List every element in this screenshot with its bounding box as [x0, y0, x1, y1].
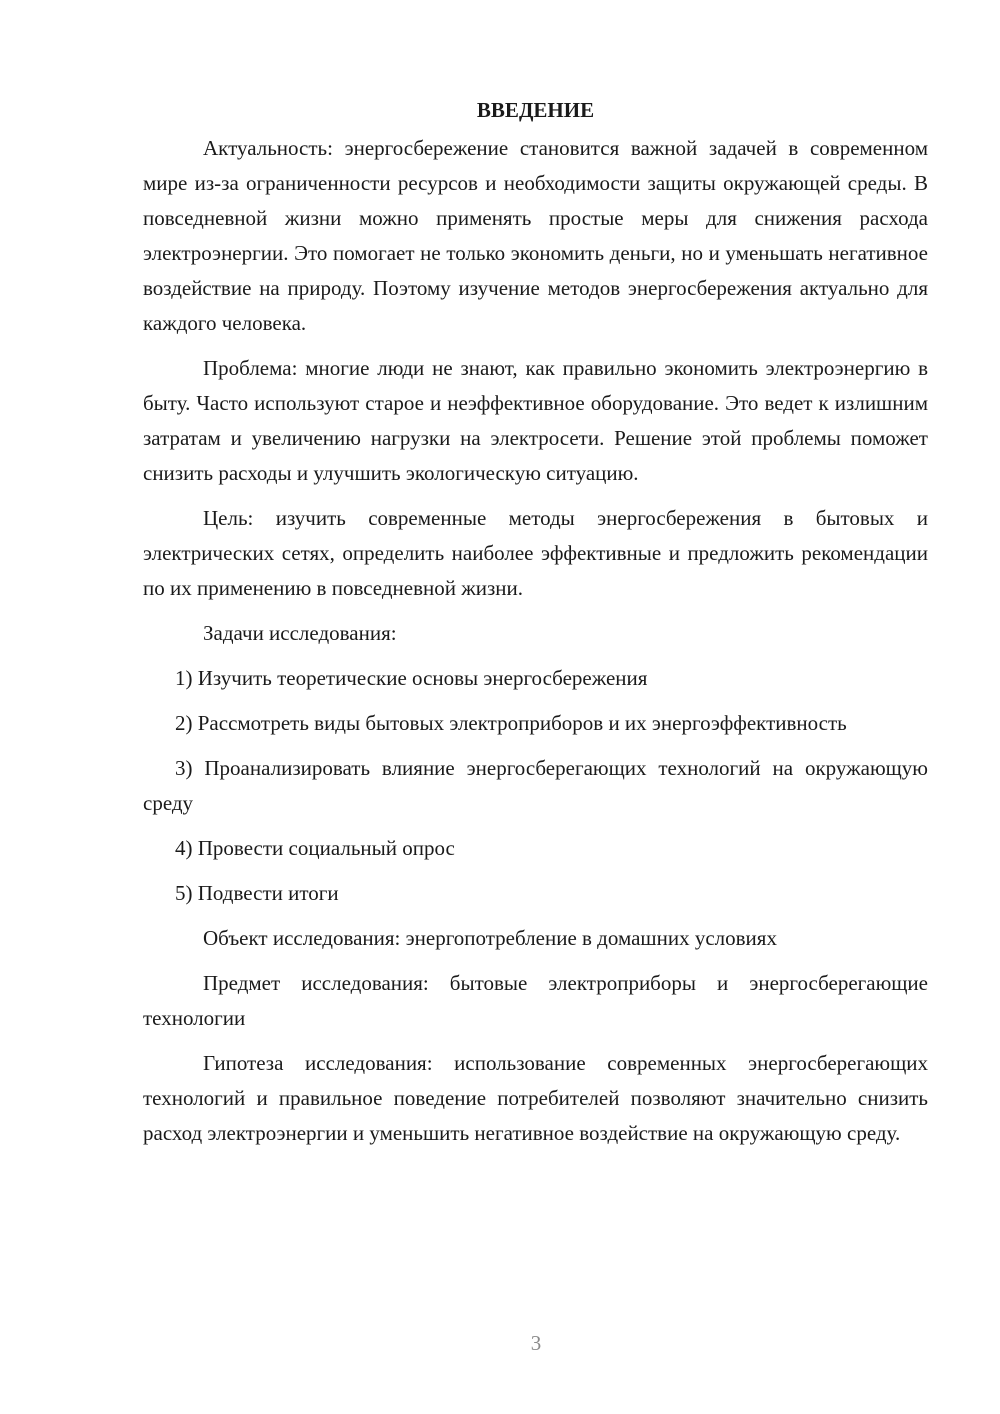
task-item-3: 3) Проанализировать влияние энергосберегающих технологий на окружающую среду	[143, 756, 928, 815]
task-item-2: 2) Рассмотреть виды бытовых электроприборов и их энергоэффективность	[175, 711, 847, 735]
research-hypothesis: Гипотеза исследования: использование современных энергосберегающих технологий и правильное поведение потребителей позволяют значительно снизить расход электроэнергии и уменьшить негативное воздействие на окружающую среду.	[143, 1051, 928, 1145]
problem-paragraph: Проблема: многие люди не знают, как правильно экономить электроэнергию в быту. Часто используют старое и неэффективное оборудование. Это ведет к излишним затратам и увеличению нагрузки на электросети. Решение этой проблемы поможет снизить расходы и улучшить экологическую ситуацию.	[143, 356, 928, 485]
relevance-paragraph: Актуальность: энергосбережение становится важной задачей в современном мире из-за ограниченности ресурсов и необходимости защиты окружающей среды. В повседневной жизни можно применять простые меры для снижения расхода электроэнергии. Это помогает не только экономить деньги, но и уменьшать негативное воздействие на природу. Поэтому изучение методов энергосбережения актуально для каждого человека.	[143, 136, 928, 335]
section-title: ВВЕДЕНИЕ	[476, 98, 595, 122]
goal-paragraph: Цель: изучить современные методы энергосбережения в бытовых и электрических сетях, определить наиболее эффективные и предложить рекомендации по их применению в повседневной жизни.	[143, 506, 928, 600]
page-number: 3	[530, 1331, 542, 1355]
task-item-4: 4) Провести социальный опрос	[175, 836, 455, 860]
tasks-heading: Задачи исследования:	[203, 621, 397, 645]
task-item-5: 5) Подвести итоги	[175, 881, 339, 905]
task-item-1: 1) Изучить теоретические основы энергосбережения	[175, 666, 648, 690]
research-object: Объект исследования: энергопотребление в домашних условиях	[203, 926, 777, 950]
research-subject: Предмет исследования: бытовые электроприборы и энергосберегающие технологии	[143, 971, 928, 1030]
document-body	[143, 93, 928, 1161]
